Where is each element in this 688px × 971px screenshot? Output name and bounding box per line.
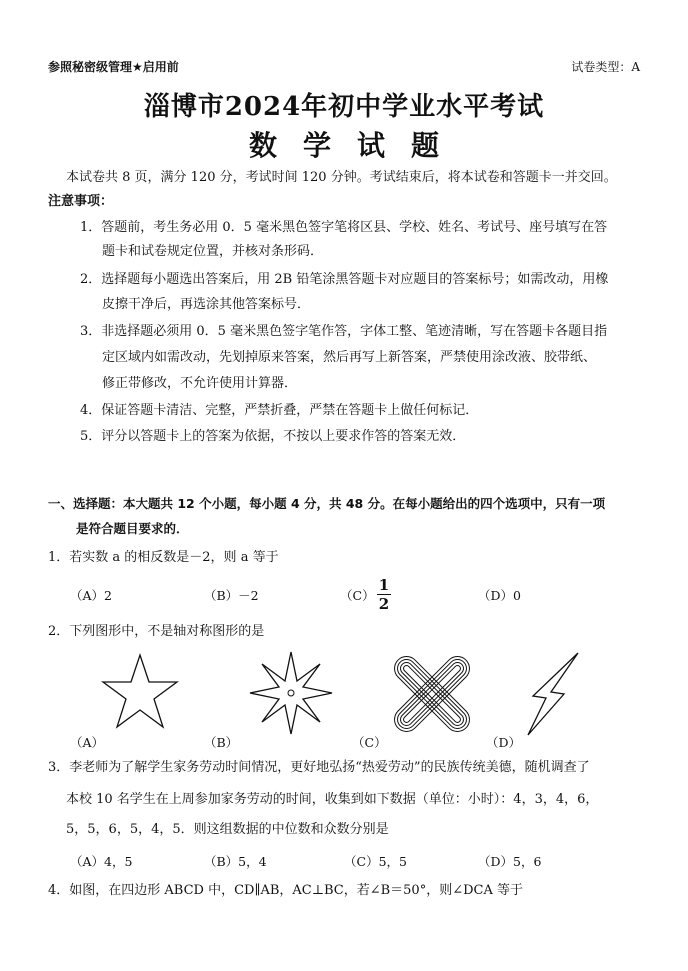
question-2-stem: 2．下列图形中，不是轴对称图形的是 <box>48 624 265 639</box>
question-3-option-c: （C）5，5 <box>344 854 407 869</box>
figure-c-interlaced-knot <box>386 652 478 736</box>
intro-text: 本试卷共 8 页，满分 120 分，考试时间 120 分钟。考试结束后，将本试卷和答题卡一并交回。 <box>66 170 617 185</box>
confidentiality-label: 参照秘密级管理★启用前 <box>48 60 179 74</box>
notice-item-3-line-3: 修正带修改，不允许使用计算器． <box>102 376 298 391</box>
notice-item-3-line-1: 3．非选择题必须用 0．5 毫米黑色签字笔作答，字体工整、笔迹清晰，写在答题卡各题目指 <box>80 324 608 339</box>
section-1-heading: 一、选择题：本大题共 12 个小题，每小题 4 分，共 48 分。在每小题给出的四个选项中，只有一项 <box>48 496 606 511</box>
figure-b-eight-point-star <box>248 650 334 736</box>
notice-item-3-line-2: 定区域内如需改动，先划掉原来答案，然后再写上新答案，严禁使用涂改液、胶带纸、 <box>102 350 597 365</box>
figure-c-label: （C） <box>352 735 387 750</box>
question-1-stem: 1．若实数 a 的相反数是－2，则 a 等于 <box>48 550 279 565</box>
section-1-heading-line-2: 是符合题目要求的． <box>76 521 189 536</box>
notice-item-2-line-2: 皮擦干净后，再选涂其他答案标号． <box>102 297 311 312</box>
fraction-numerator: 1 <box>378 576 390 594</box>
question-1-option-b: （B）－2 <box>204 588 259 603</box>
question-3-line-1: 3．李老师为了解学生家务劳动时间情况，更好地弘扬“热爱劳动”的民族传统美德，随机调查了 <box>48 760 590 775</box>
subject-title: 数学试题 <box>248 129 465 162</box>
exam-title: 淄博市2024年初中学业水平考试 <box>143 92 545 122</box>
question-1-option-a: （A）2 <box>70 588 112 603</box>
figure-a-star <box>100 652 180 732</box>
fraction-denominator: 2 <box>378 595 390 613</box>
notice-item-2-line-1: 2．选择题每小题选出答案后，用 2B 铅笔涂黑答题卡对应题目的答案标号；如需改动，用橡 <box>80 272 609 287</box>
notice-item-4: 4．保证答题卡清洁、完整，严禁折叠，严禁在答题卡上做任何标记． <box>80 403 479 418</box>
question-1-option-c-fraction <box>377 577 391 612</box>
question-3-option-d: （D）5，6 <box>478 854 542 869</box>
notice-heading: 注意事项： <box>48 194 114 209</box>
question-3-option-b: （B）5，4 <box>204 854 267 869</box>
figure-b-label: （B） <box>204 735 239 750</box>
question-1-option-d: （D）0 <box>478 588 521 603</box>
question-3-line-3: 5，5，6，5，4，5．则这组数据的中位数和众数分别是 <box>66 822 389 837</box>
notice-item-1-line-2: 题卡和试卷规定位置，并核对条形码． <box>102 244 324 259</box>
question-1-option-c: （C） <box>340 588 375 603</box>
figure-d-lightning-bolt <box>524 650 584 738</box>
question-4-stem: 4．如图，在四边形 ABCD 中，CD∥AB，AC⊥BC，若∠B＝50°，则∠DCA 等于 <box>48 883 523 898</box>
figure-a-label: （A） <box>70 735 105 750</box>
figure-d-label: （D） <box>486 735 522 750</box>
paper-type-label: 试卷类型：A <box>571 60 640 74</box>
notice-item-5: 5．评分以答题卡上的答案为依据，不按以上要求作答的答案无效． <box>80 429 466 444</box>
question-3-option-a: （A）4，5 <box>70 854 133 869</box>
notice-item-1-line-1: 1．答题前，考生务必用 0．5 毫米黑色签字笔将区县、学校、姓名、考试号、座号填写在答 <box>80 220 608 235</box>
question-3-line-2: 本校 10 名学生在上周参加家务劳动的时间，收集到如下数据（单位：小时）：4，3，4，6， <box>66 792 599 807</box>
